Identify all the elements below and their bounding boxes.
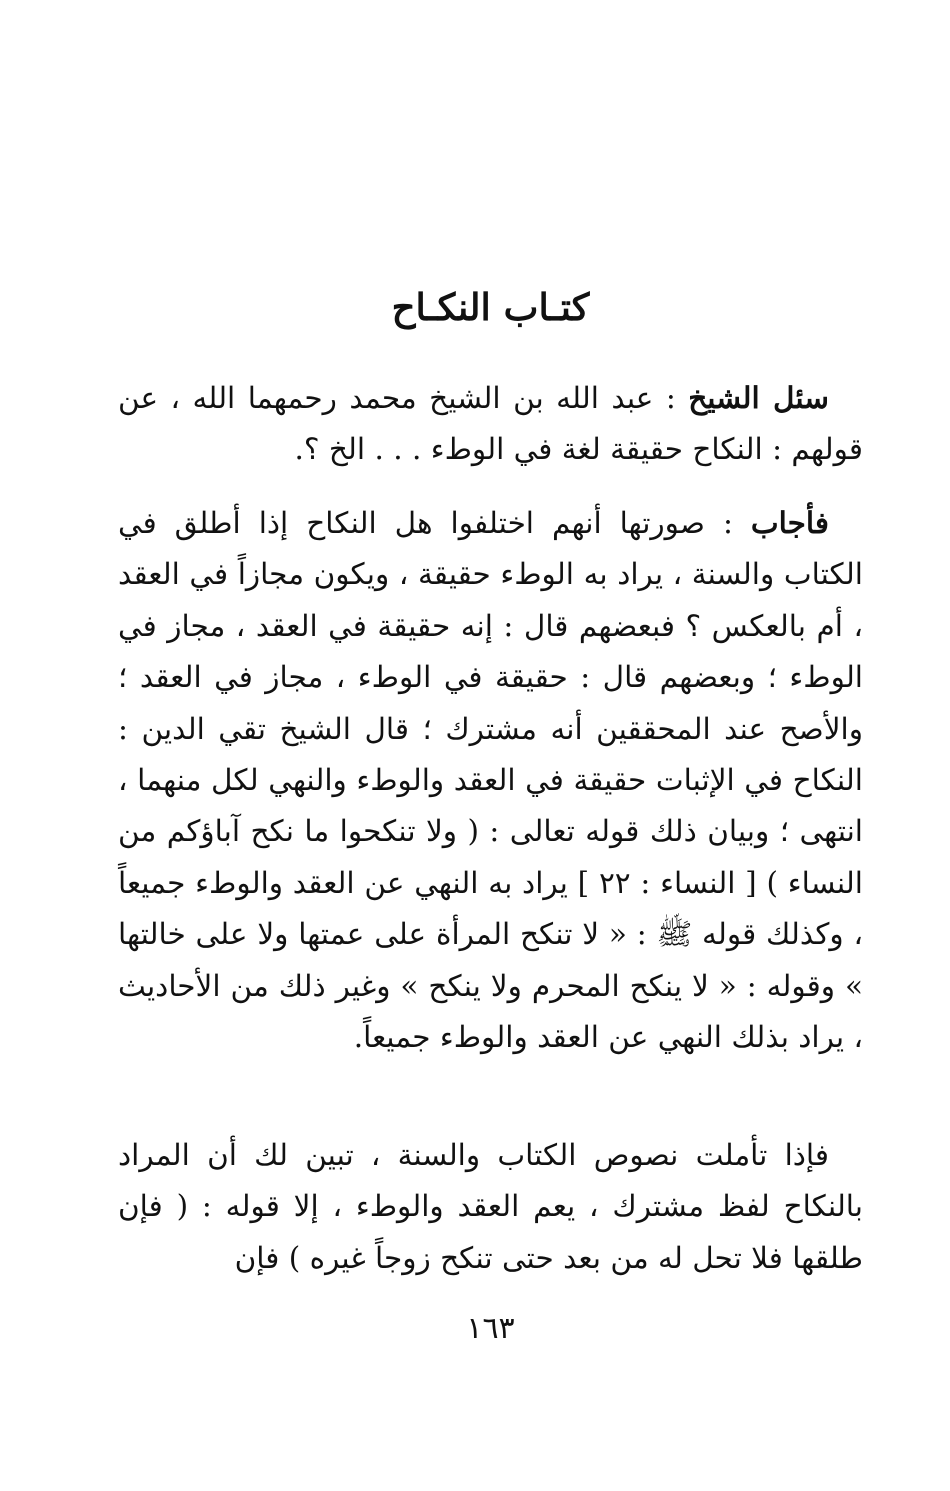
question-lead: سئل الشيخ [688,380,830,415]
answer-text: : صورتها أنهم اختلفوا هل النكاح إذا أطلق في الكتاب والسنة ، يراد به الوطء حقيقة ، ويكون مجازاً في العقد ، أم بالعكس ؟ فبعضهم قال : إنه حقيقة في العقد ، مجاز في الوطء ؛ وبعضهم قال : حقيقة في الوطء ، مجاز في العقد ؛ والأصح عند المحققين أنه مشترك ؛ قال الشيخ تقي الدين : النكاح في الإثبات حقيقة في العقد والوطء والنهي لكل منهما ، انتهى ؛ وبيان ذلك قوله تعالى : ( ولا تنكحوا ما نكح آباؤكم من النساء ) [ النساء : ٢٢ ] يراد به النهي عن العقد والوطء جميعاً ، وكذلك قوله ﷺ : « لا تنكح المرأة على عمتها ولا على خالتها » وقوله : « لا ينكح المحرم ولا ينكح » وغير ذلك من الأحاديث ، يراد بذلك النهي عن العقد والوطء جميعاً. [118,506,863,1055]
answer-paragraph [118,497,863,1063]
question-text: : عبد الله بن الشيخ محمد رحمهما الله ، عن قولهم : النكاح حقيقة لغة في الوطء . . . الخ ؟. [118,381,863,467]
page-number: ١٦٣ [466,1311,515,1346]
conclusion-paragraph [118,1130,863,1284]
conclusion-text: فإذا تأملت نصوص الكتاب والسنة ، تبين لك أن المراد بالنكاح لفظ مشترك ، يعم العقد والوطء ، إلا قوله : ( فإن طلقها فلا تحل له من بعد حتى تنكح زوجاً غيره ) فإن [118,1138,863,1275]
book-page [118,0,863,1491]
chapter-title: كتـاب النكـاح [391,285,590,329]
answer-lead: فأجاب [750,505,829,540]
question-paragraph [118,372,863,476]
